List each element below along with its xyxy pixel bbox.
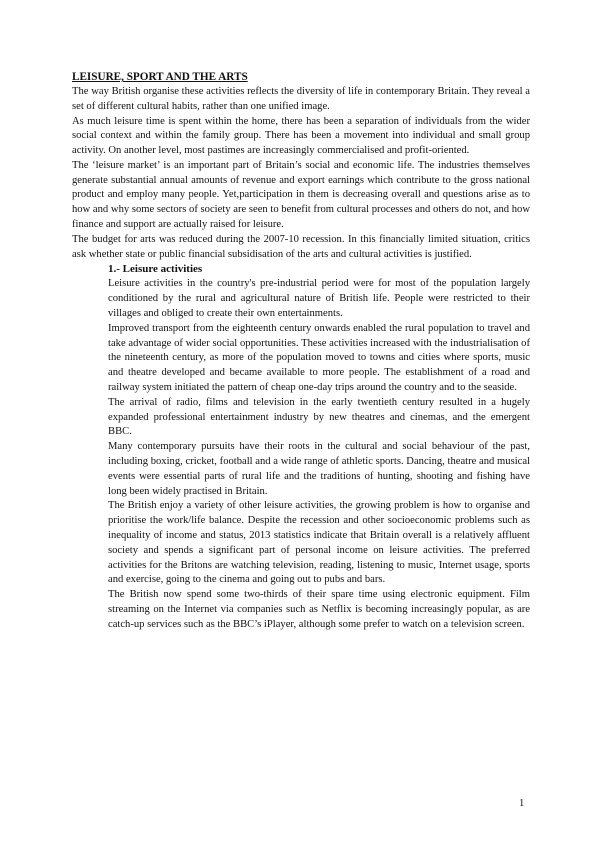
section-paragraph: Improved transport from the eighteenth century onwards enabled the rural population to travel and take advantage of wider social opportunities. These activities increased with the industrialisation of the nineteenth century, as more of the population moved to towns and cities where sports, music and theatre developed and became available to more people. The establishment of a road and railway system initiated the pattern of cheap one-day trips around the country and to the seaside. [108,322,530,394]
section-paragraph: The arrival of radio, films and television in the early twentieth century resulted in a hugely expanded professional entertainment industry by new theatres and cinemas, and the emergent BBC. [108,396,530,438]
section-paragraph: The British enjoy a variety of other leisure activities, the growing problem is how to organise and prioritise the work/life balance. Despite the recession and other socioeconomic problems such as inequality of income and status, 2013 statistics indicate that Britain overall is a relatively affluent society and spends a significant part of personal income on leisure activities. The preferred activities for the Britons are watching television, reading, listening to music, Internet usage, sports and exercise, going to the cinema and going out to pubs and bars. [108,500,530,586]
intro-paragraph: The way British organise these activities reflects the diversity of life in contemporary Britain. They reveal a set of different cultural habits, rather than one unified image. [72,85,530,112]
section-paragraph: Many contemporary pursuits have their roots in the cultural and social behaviour of the past, including boxing, cricket, football and a wide range of athletic sports. Dancing, theatre and musical events were essential parts of rural life and the traditions of hunting, shooting and fishing have long been widely practised in Britain. [108,441,530,497]
page-content [72,70,530,633]
page-number: 1 [519,798,525,809]
section-paragraph: The British now spend some two-thirds of their spare time using electronic equipment. Film streaming on the Internet via companies such as Netflix is becoming increasingly popular, as are catch-up services such as the BBC’s iPlayer, although some prefer to watch on a television screen. [108,589,530,630]
document-title: LEISURE, SPORT AND THE ARTS [72,71,248,83]
intro-paragraph: The ‘leisure market’ is an important part of Britain’s social and economic life. The industries themselves generate substantial annual amounts of revenue and export earnings which contribute to the gross national product and employ many people. Yet,participation in them is decreasing overall and questions arise as to how and why some sectors of society are seen to benefit from cultural processes and others do not, and how finance and support are actually raised for leisure. [72,159,530,231]
section-paragraph: Leisure activities in the country's pre-industrial period were for most of the population largely conditioned by the rural and agricultural nature of British life. People were restricted to their villages and obliged to create their own entertainments. [108,278,530,320]
intro-paragraph: The budget for arts was reduced during the 2007-10 recession. In this financially limited situation, critics ask whether state or public financial subsidisation of the arts and cultural activities is justified. [72,233,530,260]
section-heading: 1.- Leisure activities [108,263,203,276]
intro-paragraph: As much leisure time is spent within the home, there has been a separation of individuals from the wider social context and within the family group. There has been a movement into individual and small group activity. On another level, most pastimes are increasingly commercialised and profit-oriented. [72,115,530,157]
